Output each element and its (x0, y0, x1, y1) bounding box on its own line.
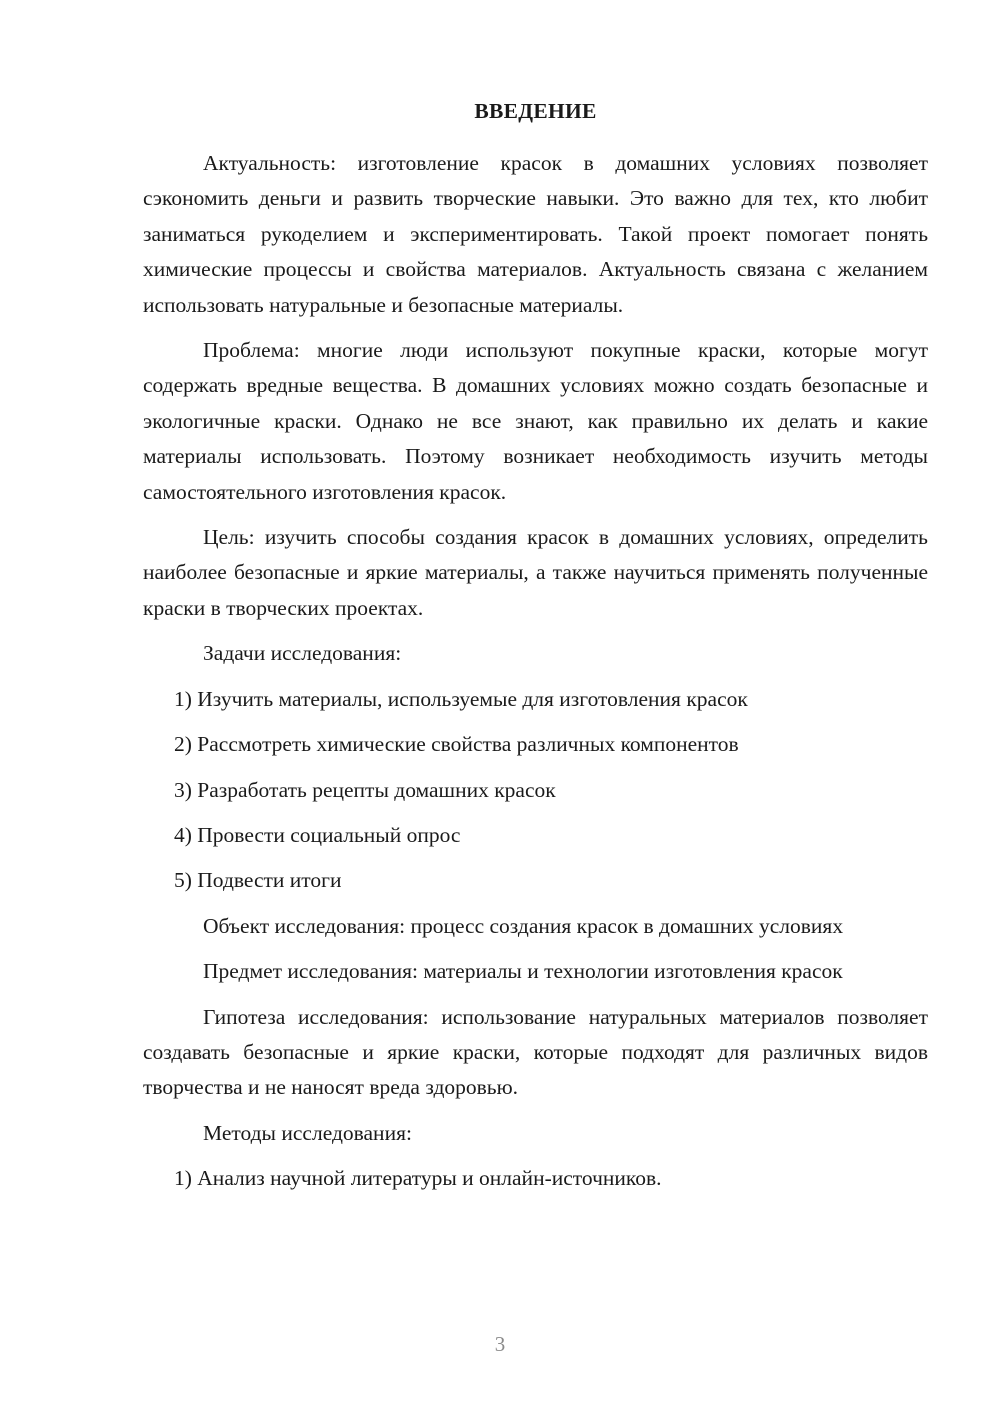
problem-paragraph: Проблема: многие люди используют покупные краски, которые могут содержать вредные вещества. В домашних условиях можно создать безопасные и экологичные краски. Однако не все знают, как правильно их делать и какие материалы использовать. Поэтому возникает необходимость изучить методы самостоятельного изготовления красок. (143, 338, 928, 504)
hypothesis-paragraph: Гипотеза исследования: использование натуральных материалов позволяет создавать безопасные и яркие краски, которые подходят для различных видов творчества и не наносят вреда здоровью. (143, 1004, 928, 1100)
section-heading: ВВЕДЕНИЕ (474, 99, 597, 123)
document-page (143, 96, 928, 1207)
tasks-label: Задачи исследования: (203, 641, 402, 666)
list-item: 5) Подвести итоги (174, 868, 342, 893)
methods-list (143, 1161, 928, 1196)
goal-paragraph: Цель: изучить способы создания красок в домашних условиях, определить наиболее безопасные и яркие материалы, а также научиться применять полученные краски в творческих проектах. (143, 525, 928, 620)
subject-paragraph: Предмет исследования: материалы и технологии изготовления красок (203, 959, 843, 984)
list-item: 4) Провести социальный опрос (174, 822, 461, 847)
page-number: 3 (494, 1332, 506, 1356)
list-item: 2) Рассмотреть химические свойства различных компонентов (174, 732, 739, 757)
list-item: 1) Анализ научной литературы и онлайн-источников. (174, 1166, 662, 1191)
list-item: 3) Разработать рецепты домашних красок (174, 777, 556, 802)
tasks-list (143, 682, 928, 899)
object-paragraph: Объект исследования: процесс создания красок в домашних условиях (203, 913, 844, 938)
list-item: 1) Изучить материалы, используемые для изготовления красок (174, 686, 748, 711)
methods-label: Методы исследования: (203, 1120, 412, 1145)
relevance-paragraph: Актуальность: изготовление красок в домашних условиях позволяет сэкономить деньги и развить творческие навыки. Это важно для тех, кто любит заниматься рукоделием и экспериментировать. Такой проект помогает понять химические процессы и свойства материалов. Актуальность связана с желанием использовать натуральные и безопасные материалы. (143, 151, 928, 317)
